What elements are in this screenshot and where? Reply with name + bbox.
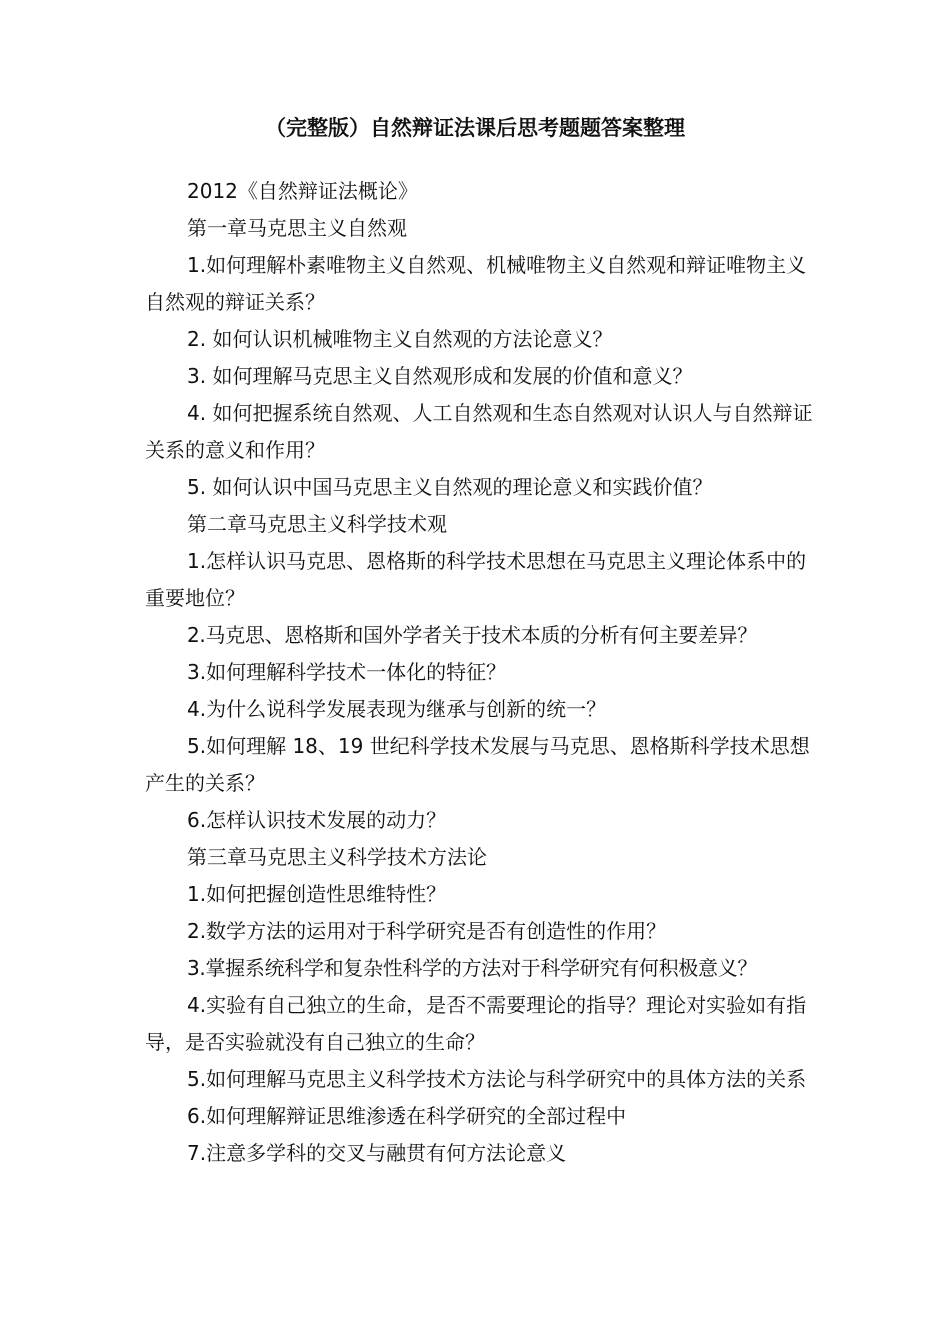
question-paragraph: 2.马克思、恩格斯和国外学者关于技术本质的分析有何主要差异？ [187,623,758,647]
question-paragraph: 1.如何理解朴素唯物主义自然观、机械唯物主义自然观和辩证唯物主义自然观的辩证关系？ [145,253,807,314]
question-paragraph: 1.如何把握创造性思维特性？ [187,882,447,906]
question-paragraph: 1.怎样认识马克思、恩格斯的科学技术思想在马克思主义理论体系中的重要地位？ [145,549,807,610]
question-paragraph: 5.如何理解马克思主义科学技术方法论与科学研究中的具体方法的关系 [187,1067,807,1091]
document-title: （完整版）自然辩证法课后思考题题答案整理 [265,116,685,140]
question-paragraph: 4. 如何把握系统自然观、人工自然观和生态自然观对认识人与自然辩证关系的意义和作用？ [145,401,813,462]
question-paragraph: 6.怎样认识技术发展的动力？ [187,808,447,832]
subtitle-line: 2012《自然辩证法概论》 [187,179,418,203]
chapter-heading: 第一章马克思主义自然观 [187,216,407,240]
chapter-heading: 第二章马克思主义科学技术观 [187,512,447,536]
document-body [145,173,825,1172]
question-paragraph: 5.如何理解 18、19 世纪科学技术发展与马克思、恩格斯科学技术思想产生的关系？ [145,734,810,795]
question-paragraph: 6.如何理解辩证思维渗透在科学研究的全部过程中 [187,1104,627,1128]
question-paragraph: 2. 如何认识机械唯物主义自然观的方法论意义？ [187,327,613,351]
question-paragraph: 3.如何理解科学技术一体化的特征？ [187,660,507,684]
question-paragraph: 3.掌握系统科学和复杂性科学的方法对于科学研究有何积极意义？ [187,956,758,980]
question-paragraph: 5. 如何认识中国马克思主义自然观的理论意义和实践价值？ [187,475,713,499]
chapter-heading: 第三章马克思主义科学技术方法论 [187,845,487,869]
question-paragraph: 3. 如何理解马克思主义自然观形成和发展的价值和意义？ [187,364,693,388]
question-paragraph: 2.数学方法的运用对于科学研究是否有创造性的作用？ [187,919,667,943]
question-paragraph: 4.为什么说科学发展表现为继承与创新的统一？ [187,697,607,721]
question-paragraph: 7.注意多学科的交叉与融贯有何方法论意义 [187,1141,567,1165]
question-paragraph: 4.实验有自己独立的生命，是否不需要理论的指导？理论对实验如有指导，是否实验就没有自己独立的生命？ [145,993,807,1054]
